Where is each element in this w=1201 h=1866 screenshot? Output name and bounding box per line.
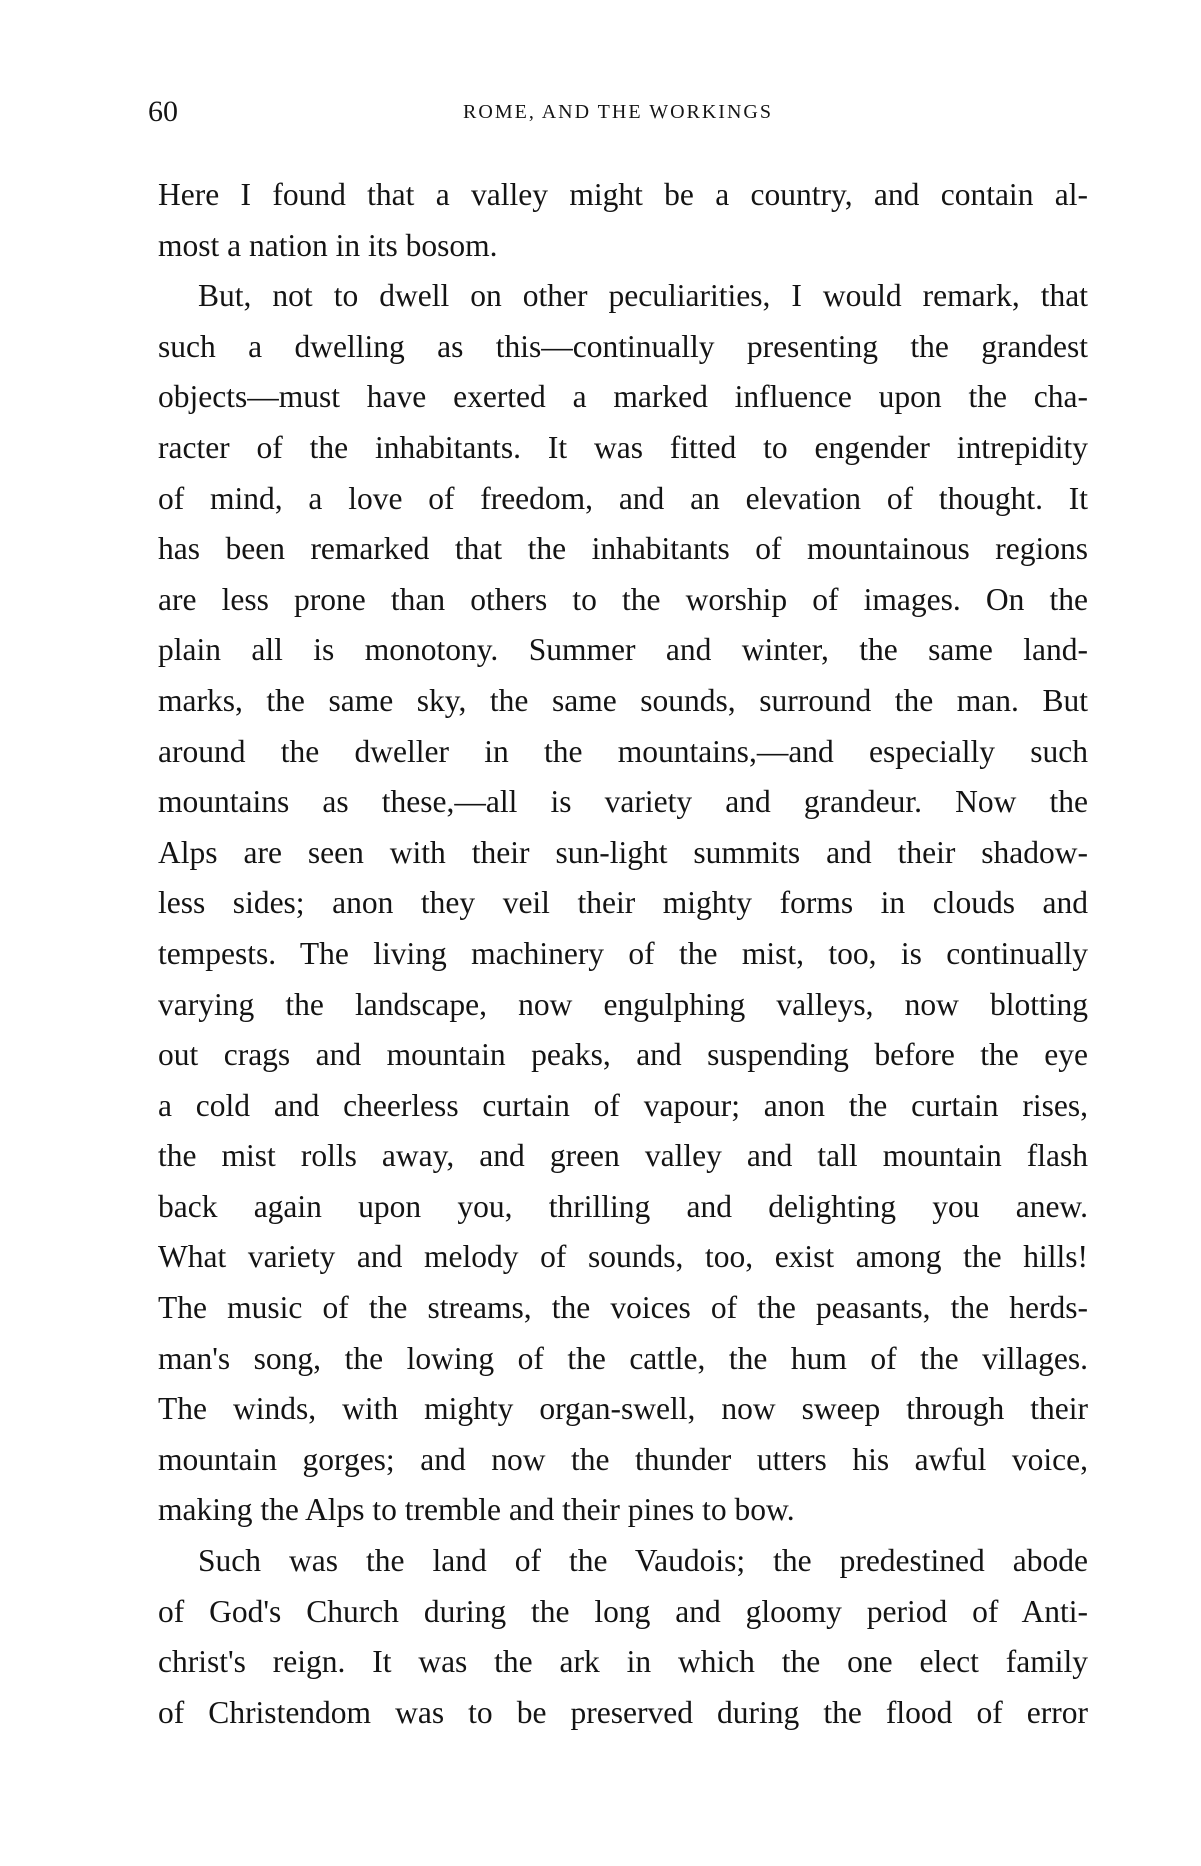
text-line: less sides; anon they veil their mighty forms in clouds and: [158, 885, 1088, 921]
text-line: marks, the same sky, the same sounds, surround the man. But: [158, 682, 1088, 718]
text-line: Here I found that a valley might be a country, and contain al-: [158, 177, 1088, 212]
text-line: tempests. The living machinery of the mist, too, is continually: [158, 935, 1088, 971]
text-line: The music of the streams, the voices of the peasants, the herds-: [158, 1290, 1088, 1326]
text-line: of mind, a love of freedom, and an elevation of thought. It: [158, 480, 1088, 516]
text-line: around the dweller in the mountains,—and especially such: [158, 733, 1088, 769]
paragraph: [158, 271, 1088, 1536]
text-line: out crags and mountain peaks, and suspending before the eye: [158, 1037, 1088, 1073]
text-line: christ's reign. It was the ark in which the one elect family: [158, 1644, 1088, 1680]
text-line: The winds, with mighty organ-swell, now sweep through their: [158, 1391, 1088, 1427]
body-text: [158, 170, 1088, 1738]
text-line: mountain gorges; and now the thunder utters his awful voice,: [158, 1441, 1088, 1477]
text-line: What variety and melody of sounds, too, exist among the hills!: [158, 1239, 1088, 1275]
paragraph: [158, 1536, 1088, 1738]
text-line: are less prone than others to the worship of images. On the: [158, 581, 1088, 617]
running-head: ROME, AND THE WORKINGS: [463, 101, 773, 123]
text-line: mountains as these,—all is variety and grandeur. Now the: [158, 784, 1088, 820]
text-line: racter of the inhabitants. It was fitted to engender intrepidity: [158, 429, 1088, 465]
text-line: such a dwelling as this—continually presenting the grandest: [158, 328, 1088, 364]
text-line: Alps are seen with their sun-light summits and their shadow-: [158, 834, 1088, 870]
paragraph: [158, 170, 1088, 271]
text-line: has been remarked that the inhabitants of mountainous regions: [158, 531, 1088, 567]
text-line: a cold and cheerless curtain of vapour; anon the curtain rises,: [158, 1087, 1088, 1123]
text-line: Such was the land of the Vaudois; the predestined abode: [198, 1543, 1088, 1579]
text-line: varying the landscape, now engulphing valleys, now blotting: [158, 986, 1088, 1022]
text-line: the mist rolls away, and green valley and tall mountain flash: [158, 1138, 1088, 1174]
text-line: of Christendom was to be preserved during the flood of error: [158, 1694, 1088, 1730]
text-line: making the Alps to tremble and their pines to bow.: [158, 1492, 795, 1528]
text-line: objects—must have exerted a marked influence upon the cha-: [158, 379, 1088, 415]
text-line: man's song, the lowing of the cattle, the hum of the villages.: [158, 1340, 1088, 1376]
text-line: back again upon you, thrilling and delighting you anew.: [158, 1188, 1088, 1224]
text-line: of God's Church during the long and gloomy period of Anti-: [158, 1593, 1088, 1629]
page-number: 60: [148, 95, 178, 128]
text-line: most a nation in its bosom.: [158, 227, 498, 263]
text-line: But, not to dwell on other peculiarities, I would remark, that: [198, 278, 1088, 314]
text-line: plain all is monotony. Summer and winter, the same land-: [158, 632, 1088, 668]
page-header: [148, 92, 1088, 132]
